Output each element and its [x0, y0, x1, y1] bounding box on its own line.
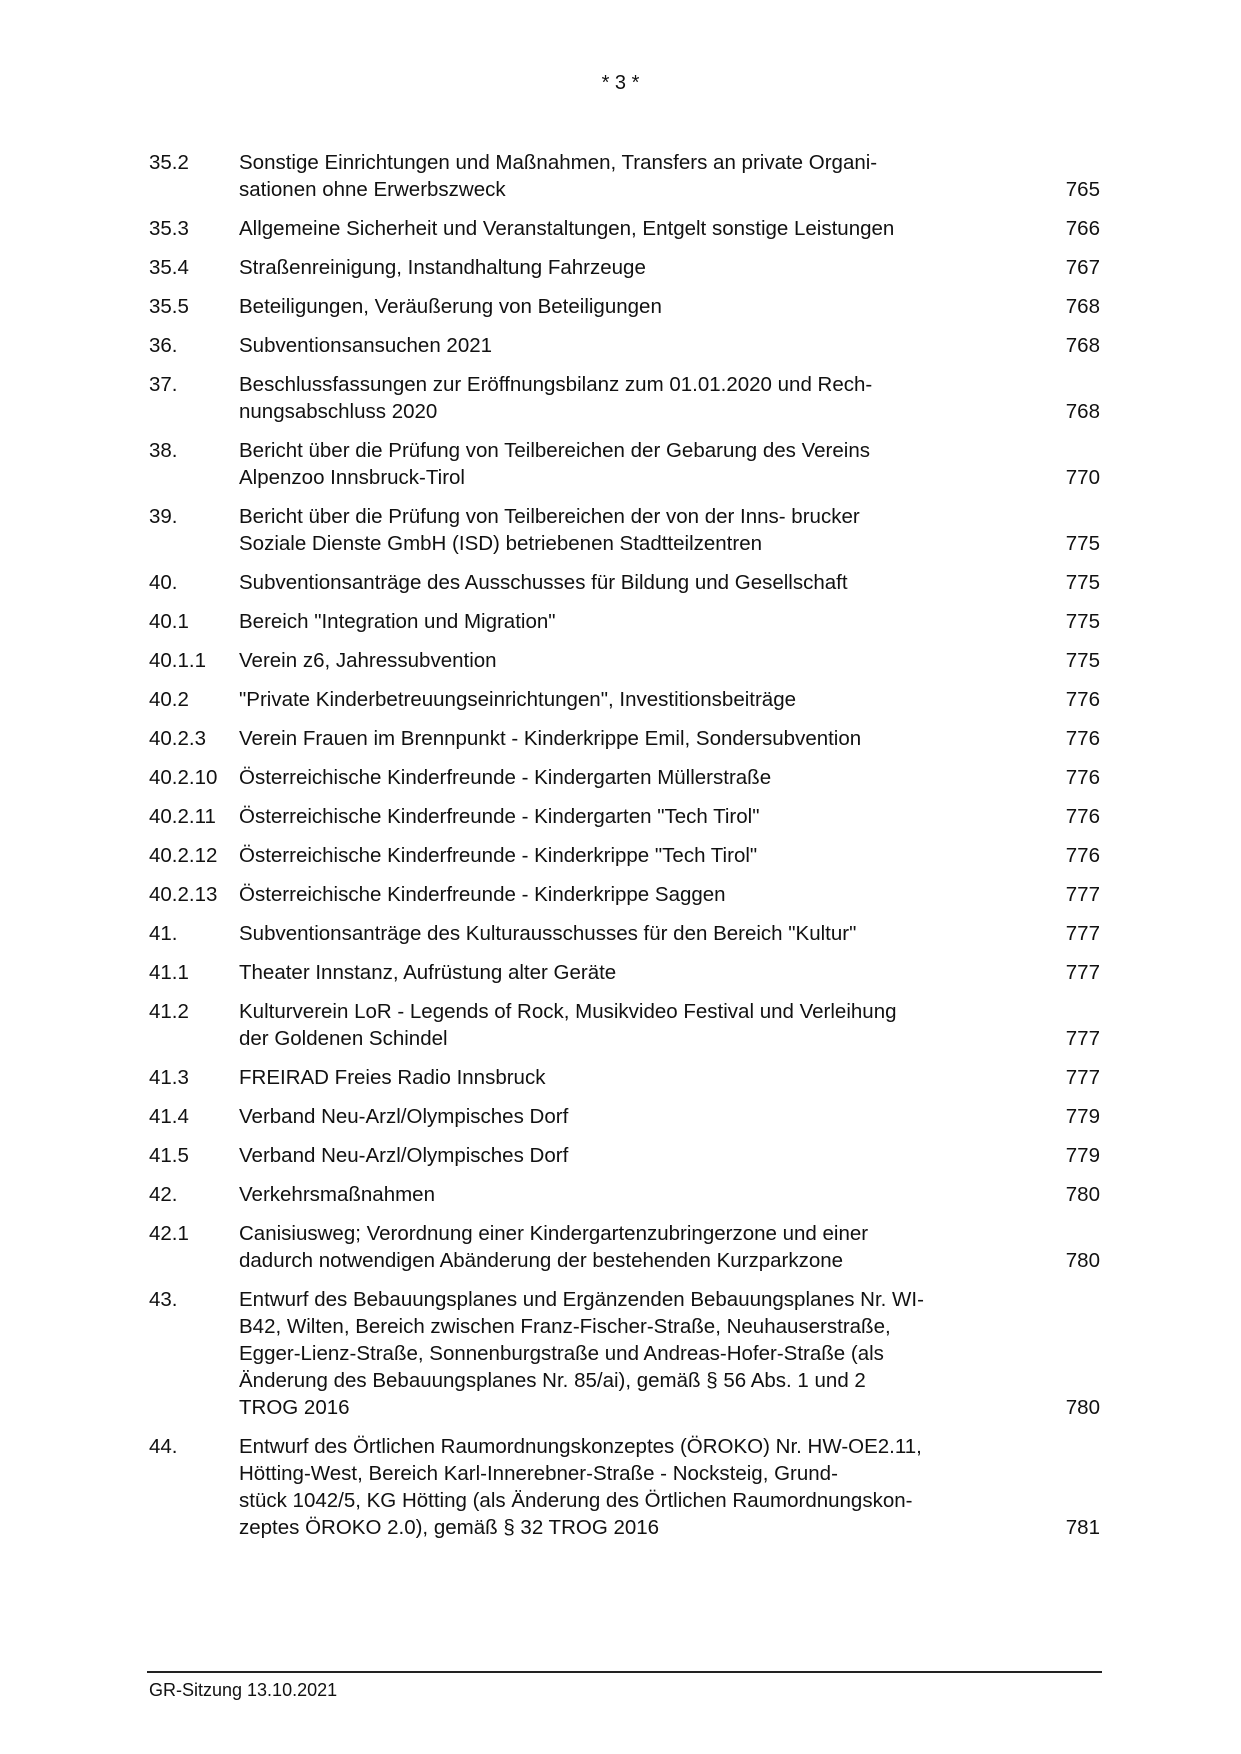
entry-number: 41.1 [149, 961, 189, 984]
entry-title: Entwurf des Bebauungsplanes und Ergänzenden Bebauungsplanes Nr. WI- B42, Wilten, Bereich zwischen Franz-Fischer-Straße, Neuhauserstraße, Egger-Lienz-Straße, Sonnenburgstraße und Andreas-Hofer-Straße (als Änderung des Bebauungsplanes Nr. 85/ai), gemäß § 56 Abs. 1 und 2 TROG 2016 [239, 1288, 924, 1419]
entry-title: Bericht über die Prüfung von Teilbereichen der Gebarung des Vereins Alpenzoo Innsbruck-Tirol [239, 439, 870, 489]
toc-entry [149, 881, 1100, 908]
entry-number: 36. [149, 334, 178, 357]
toc-entry [149, 1220, 1100, 1274]
entry-page: 768 [1065, 295, 1100, 318]
entry-number: 42. [149, 1183, 178, 1206]
entry-title: Verkehrsmaßnahmen [239, 1183, 435, 1206]
toc-entry [149, 1433, 1100, 1541]
entry-number: 41. [149, 922, 178, 945]
entry-number: 43. [149, 1288, 178, 1311]
toc-entry [149, 725, 1100, 752]
entry-title: Straßenreinigung, Instandhaltung Fahrzeuge [239, 256, 646, 279]
toc-entry [149, 437, 1100, 491]
toc-entry [149, 686, 1100, 713]
footer-text: GR-Sitzung 13.10.2021 [149, 1680, 338, 1700]
entry-title: Verband Neu-Arzl/Olympisches Dorf [239, 1105, 569, 1128]
entry-number: 35.3 [149, 217, 189, 240]
entry-number: 40.2 [149, 688, 189, 711]
entry-number: 41.5 [149, 1144, 189, 1167]
entry-number: 40.1.1 [149, 649, 206, 672]
toc-entry [149, 803, 1100, 830]
entry-title: Verein Frauen im Brennpunkt - Kinderkrippe Emil, Sondersubvention [239, 727, 862, 750]
entry-title: Kulturverein LoR - Legends of Rock, Musikvideo Festival und Verleihung der Goldenen Schindel [239, 1000, 897, 1050]
entry-title: Verband Neu-Arzl/Olympisches Dorf [239, 1144, 569, 1167]
entry-number: 41.4 [149, 1105, 189, 1128]
toc-entry [149, 998, 1100, 1052]
toc-entry [149, 1103, 1100, 1130]
entry-page: 768 [1065, 334, 1100, 357]
entry-page: 780 [1065, 1396, 1100, 1419]
toc-entry [149, 959, 1100, 986]
entry-number: 41.2 [149, 1000, 189, 1023]
entry-number: 42.1 [149, 1222, 189, 1245]
entry-page: 776 [1065, 805, 1100, 828]
entry-title: Subventionsanträge des Kulturausschusses für den Bereich "Kultur" [239, 922, 857, 945]
entry-title: Bericht über die Prüfung von Teilbereichen der von der Inns- brucker Soziale Dienste GmbH (ISD) betriebenen Stadtteilzentren [239, 505, 860, 555]
entry-title: Österreichische Kinderfreunde - Kindergarten Müllerstraße [239, 766, 772, 789]
entry-number: 40.2.10 [149, 766, 218, 789]
toc-entry [149, 842, 1100, 869]
entry-page: 775 [1065, 532, 1100, 555]
entry-number: 40. [149, 571, 178, 594]
entry-title: Entwurf des Örtlichen Raumordnungskonzeptes (ÖROKO) Nr. HW-OE2.11, Hötting-West, Bereich Karl-Innerebner-Straße - Nocksteig, Grund- stück 1042/5, KG Hötting (als Änderung des Örtlichen Raumordnungskon- zeptes ÖROKO 2.0), gemäß § 32 TROG 2016 [239, 1435, 922, 1539]
entry-title: "Private Kinderbetreuungseinrichtungen", Investitionsbeiträge [239, 688, 797, 711]
toc-entry [149, 215, 1100, 242]
entry-title: Subventionsanträge des Ausschusses für Bildung und Gesellschaft [239, 571, 848, 594]
toc-entry [149, 1064, 1100, 1091]
toc-entry [149, 293, 1100, 320]
entry-title: Theater Innstanz, Aufrüstung alter Geräte [239, 961, 617, 984]
entry-page: 779 [1065, 1144, 1100, 1167]
entry-page: 777 [1065, 1066, 1100, 1089]
entry-title: Beteiligungen, Veräußerung von Beteiligungen [239, 295, 662, 318]
entry-title: FREIRAD Freies Radio Innsbruck [239, 1066, 546, 1089]
toc-entry [149, 149, 1100, 203]
entry-title: Bereich "Integration und Migration" [239, 610, 556, 633]
entry-number: 35.4 [149, 256, 189, 279]
entry-title: Subventionsansuchen 2021 [239, 334, 493, 357]
entry-number: 40.2.12 [149, 844, 218, 867]
toc-entry [149, 647, 1100, 674]
entry-number: 40.2.3 [149, 727, 206, 750]
entry-page: 780 [1065, 1183, 1100, 1206]
entry-page: 777 [1065, 883, 1100, 906]
toc-entry [149, 503, 1100, 557]
toc-entry [149, 1142, 1100, 1169]
entry-page: 781 [1065, 1516, 1100, 1539]
entry-title: Allgemeine Sicherheit und Veranstaltungen, Entgelt sonstige Leistungen [239, 217, 895, 240]
entry-page: 775 [1065, 571, 1100, 594]
entry-page: 776 [1065, 727, 1100, 750]
entry-page: 775 [1065, 610, 1100, 633]
entry-page: 777 [1065, 922, 1100, 945]
entry-page: 779 [1065, 1105, 1100, 1128]
entry-number: 38. [149, 439, 178, 462]
entry-title: Beschlussfassungen zur Eröffnungsbilanz zum 01.01.2020 und Rech- nungsabschluss 2020 [239, 373, 873, 423]
entry-title: Österreichische Kinderfreunde - Kindergarten "Tech Tirol" [239, 805, 760, 828]
entry-page: 777 [1065, 961, 1100, 984]
entry-number: 41.3 [149, 1066, 189, 1089]
entry-title: Verein z6, Jahressubvention [239, 649, 497, 672]
entry-page: 775 [1065, 649, 1100, 672]
entry-page: 765 [1065, 178, 1100, 201]
toc-entry [149, 1286, 1100, 1421]
entry-number: 37. [149, 373, 178, 396]
entry-page: 766 [1065, 217, 1100, 240]
entry-number: 40.1 [149, 610, 189, 633]
entry-page: 770 [1065, 466, 1100, 489]
entry-page: 767 [1065, 256, 1100, 279]
toc-entry [149, 764, 1100, 791]
toc-entry [149, 608, 1100, 635]
entry-title: Sonstige Einrichtungen und Maßnahmen, Transfers an private Organi- sationen ohne Erwerbszweck [239, 151, 878, 201]
entry-page: 768 [1065, 400, 1100, 423]
toc-entry [149, 1181, 1100, 1208]
entry-number: 35.5 [149, 295, 189, 318]
toc-entry [149, 254, 1100, 281]
entry-title: Österreichische Kinderfreunde - Kinderkrippe "Tech Tirol" [239, 844, 758, 867]
entry-number: 40.2.13 [149, 883, 218, 906]
table-of-contents [149, 149, 1100, 1553]
entry-page: 776 [1065, 688, 1100, 711]
entry-number: 40.2.11 [149, 805, 216, 828]
page-number-header: * 3 * [601, 72, 640, 94]
entry-page: 776 [1065, 766, 1100, 789]
entry-number: 44. [149, 1435, 178, 1458]
toc-entry [149, 332, 1100, 359]
entry-title: Canisiusweg; Verordnung einer Kindergartenzubringerzone und einer dadurch notwendigen Abänderung der bestehenden Kurzparkzone [239, 1222, 869, 1272]
entry-page: 780 [1065, 1249, 1100, 1272]
footer-divider [147, 1671, 1102, 1673]
toc-entry [149, 569, 1100, 596]
entry-page: 777 [1065, 1027, 1100, 1050]
toc-entry [149, 371, 1100, 425]
entry-title: Österreichische Kinderfreunde - Kinderkrippe Saggen [239, 883, 726, 906]
entry-number: 39. [149, 505, 178, 528]
entry-number: 35.2 [149, 151, 189, 174]
entry-page: 776 [1065, 844, 1100, 867]
toc-entry [149, 920, 1100, 947]
